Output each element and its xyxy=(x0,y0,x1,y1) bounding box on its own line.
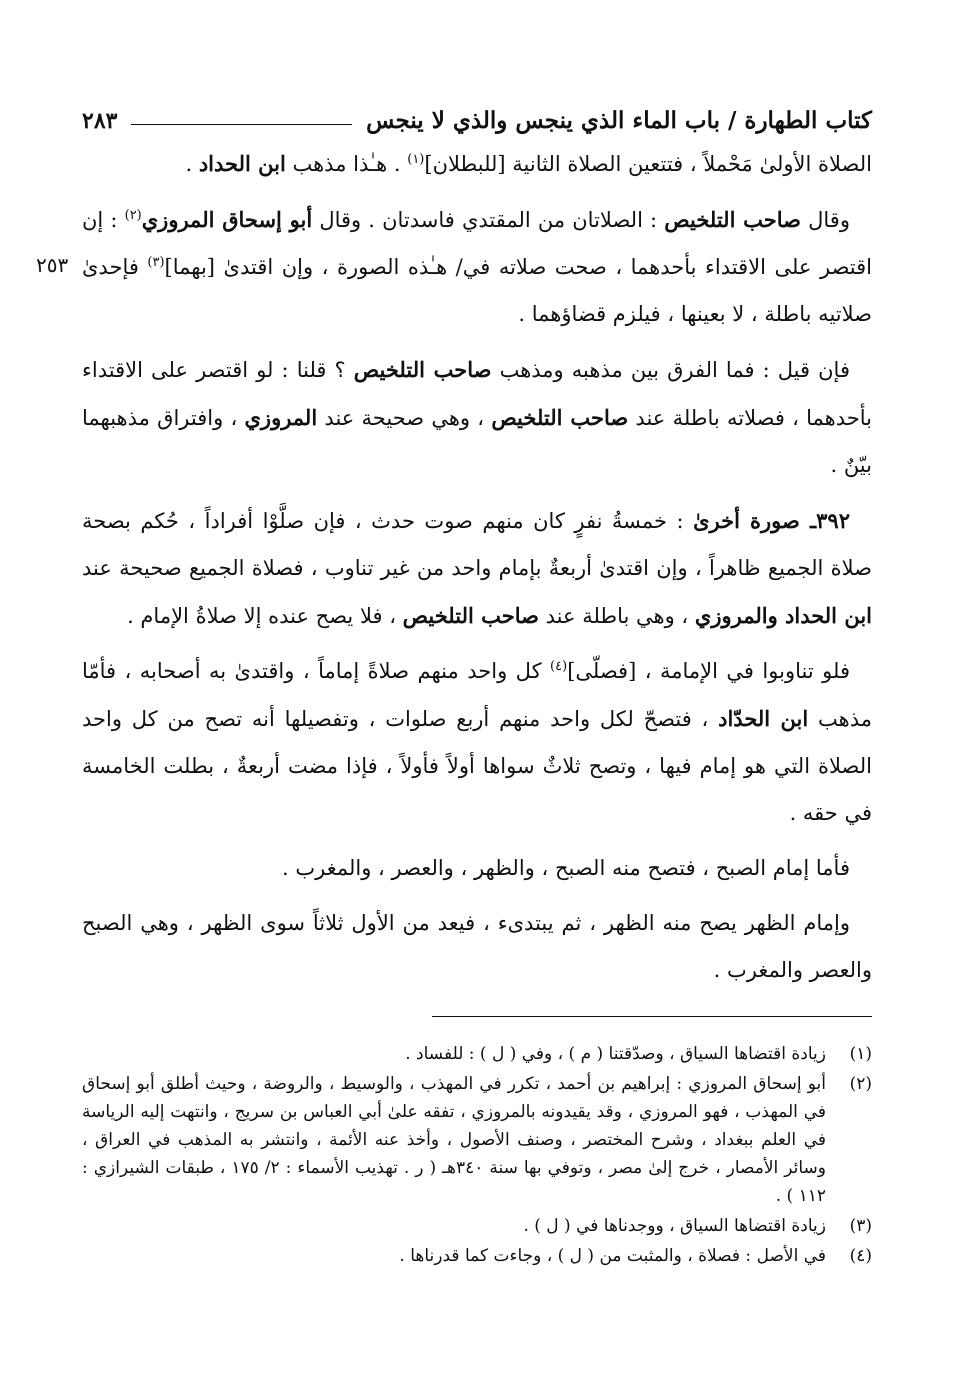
bold-name: المروزي xyxy=(244,405,318,430)
main-text xyxy=(82,140,872,1002)
footnote-text: أبو إسحاق المروزي : إبراهيم بن أحمد ، تكرر في المهذب ، والوسيط ، والروضة ، وحيث أطلق أبو إسحاق في المهذب ، فهو المروزي ، وقد يقيدونه بالمروزي ، تفقه علىٰ أبي العباس بن سريج ، وانتهت إليه الرياسة في العلم ببغداد ، وشرح المختصر ، وصنف الأصول ، وأخذ عنه الأئمة ، وانتشر به المذهب في العراق ، وسائر الأمصار ، خرج إلىٰ مصر ، وتوفي بها سنة ٣٤٠هـ ( ر . تهذيب الأسماء : ٢/ ١٧٥ ، طبقات الشيرازي : ١١٢ ) . xyxy=(82,1074,826,1206)
text-run: وقال xyxy=(801,208,850,232)
footnote-text: زيادة اقتضاها السياق ، ووجدناها في ( ل ) . xyxy=(523,1216,826,1236)
bold-name: صاحب التلخيص xyxy=(353,357,492,382)
footnote xyxy=(82,1212,872,1240)
text-run: فإن قيل : فما الفرق بين مذهبه ومذهب xyxy=(491,358,850,382)
text-run: فلو تناوبوا في الإمامة ، [فصلّى] xyxy=(567,659,850,683)
text-run: : الصلاتان من المقتدي فاسدتان . وقال xyxy=(312,208,665,232)
footnote-ref: (١) xyxy=(407,152,425,167)
header-rule xyxy=(131,124,352,125)
footnote-ref: (٣) xyxy=(147,255,165,270)
paragraph-4 xyxy=(82,497,872,640)
text-run: : خمسةُ نفرٍ كان منهم صوت حدث ، فإن صلَّوْا أفراداً ، حُكم بصحة صلاة الجميع ظاهراً ، وإن اقتدىٰ أربعةٌ بإمام واحد من غير تناوب ، فصلاة الجميع صحيحة عند xyxy=(82,509,872,580)
text-run: كل واحد منهم صلاةً إماماً ، واقتدىٰ به أصحابه ، فأمّا مذهب xyxy=(82,659,872,731)
footnote-number: (٣) xyxy=(849,1216,872,1236)
footnotes xyxy=(82,1040,872,1272)
text-run: ، فلا يصح عنده إلا صلاةُ الإمام . xyxy=(127,604,403,628)
footnote-separator xyxy=(432,1016,872,1017)
paragraph-2 xyxy=(82,196,872,338)
text-run: ، وهي باطلة عند xyxy=(538,604,695,628)
text-run: فإحدىٰ صلاتيه باطلة ، لا بعينها ، فيلزم قضاؤهما . xyxy=(82,255,872,326)
footnote-number: (٤) xyxy=(849,1246,872,1266)
page-number: ٢٨٣ xyxy=(82,108,118,134)
footnote-text: زيادة اقتضاها السياق ، وصدّقتنا ( م ) ، وفي ( ل ) : للفساد . xyxy=(405,1044,826,1064)
footnote-ref: (٤) xyxy=(550,659,568,674)
text-run: . xyxy=(185,152,199,176)
bold-name: ابن الحداد xyxy=(198,151,286,176)
bold-name: صاحب التلخيص xyxy=(491,405,629,430)
text-run: ؟ قلنا : لو اقتصر على الاقتداء بأحدهما ، فصلاته باطلة عند xyxy=(82,358,872,430)
bold-name: صاحب التلخيص xyxy=(664,207,802,232)
text-run: ، فتصحّ لكل واحد منهم أربع صلوات ، وتفصيلها أنه تصح من كل واحد الصلاة التي هو إمام فيها ، وتصح ثلاثٌ سواها أولاً فأولاً ، فإذا مضت أربعةٌ ، بطلت الخامسة في حقه . xyxy=(82,707,872,825)
margin-folio-number: ٢٥٣ xyxy=(36,253,69,277)
bold-name: أبو إسحاق المروزي xyxy=(141,207,313,232)
bold-name: صاحب التلخيص xyxy=(402,603,539,628)
text-run: ، وهي صحيحة عند xyxy=(317,406,492,430)
running-header-title: كتاب الطهارة / باب الماء الذي ينجس والذي لا ينجس xyxy=(366,107,872,134)
text-run: : إن اقتصر على الاقتداء بأحدهما ، صحت صلاته في/ هـٰذه الصورة ، وإن اقتدىٰ [بهما] xyxy=(82,208,872,279)
footnote xyxy=(82,1070,872,1210)
footnote-number: (١) xyxy=(849,1044,872,1064)
paragraph-6: فأما إمام الصبح ، فتصح منه الصبح ، والظهر ، والعصر ، والمغرب . xyxy=(282,856,850,880)
footnote xyxy=(82,1040,872,1068)
paragraph-3 xyxy=(82,346,872,489)
footnote xyxy=(82,1242,872,1270)
footnote-number: (٢) xyxy=(849,1074,872,1094)
paragraph-1 xyxy=(82,140,872,188)
paragraph-5 xyxy=(82,648,872,837)
footnote-ref: (٢) xyxy=(124,208,142,223)
text-run: الصلاة الأولىٰ مَحْملاً ، فتتعين الصلاة الثانية [للبطلان] xyxy=(424,152,872,176)
running-header xyxy=(82,94,872,134)
text-run: ، وافتراق مذهبهما بيّنٌ . xyxy=(82,406,872,477)
bold-name: ابن الحداد والمروزي xyxy=(694,603,872,628)
section-heading: ٣٩٢ـ صورة أخرىٰ xyxy=(693,508,850,533)
footnote-text: في الأصل : فصلاة ، والمثبت من ( ل ) ، وجاءت كما قدرناها . xyxy=(399,1246,826,1266)
text-run: . هـٰذا مذهب xyxy=(285,152,408,176)
bold-name: ابن الحدّاد xyxy=(718,706,809,731)
paragraph-7: وإمام الظهر يصح منه الظهر ، ثم يبتدىء ، فيعد من الأول ثلاثاً سوى الظهر ، وهي الصبح والعصر والمغرب . xyxy=(82,911,872,982)
